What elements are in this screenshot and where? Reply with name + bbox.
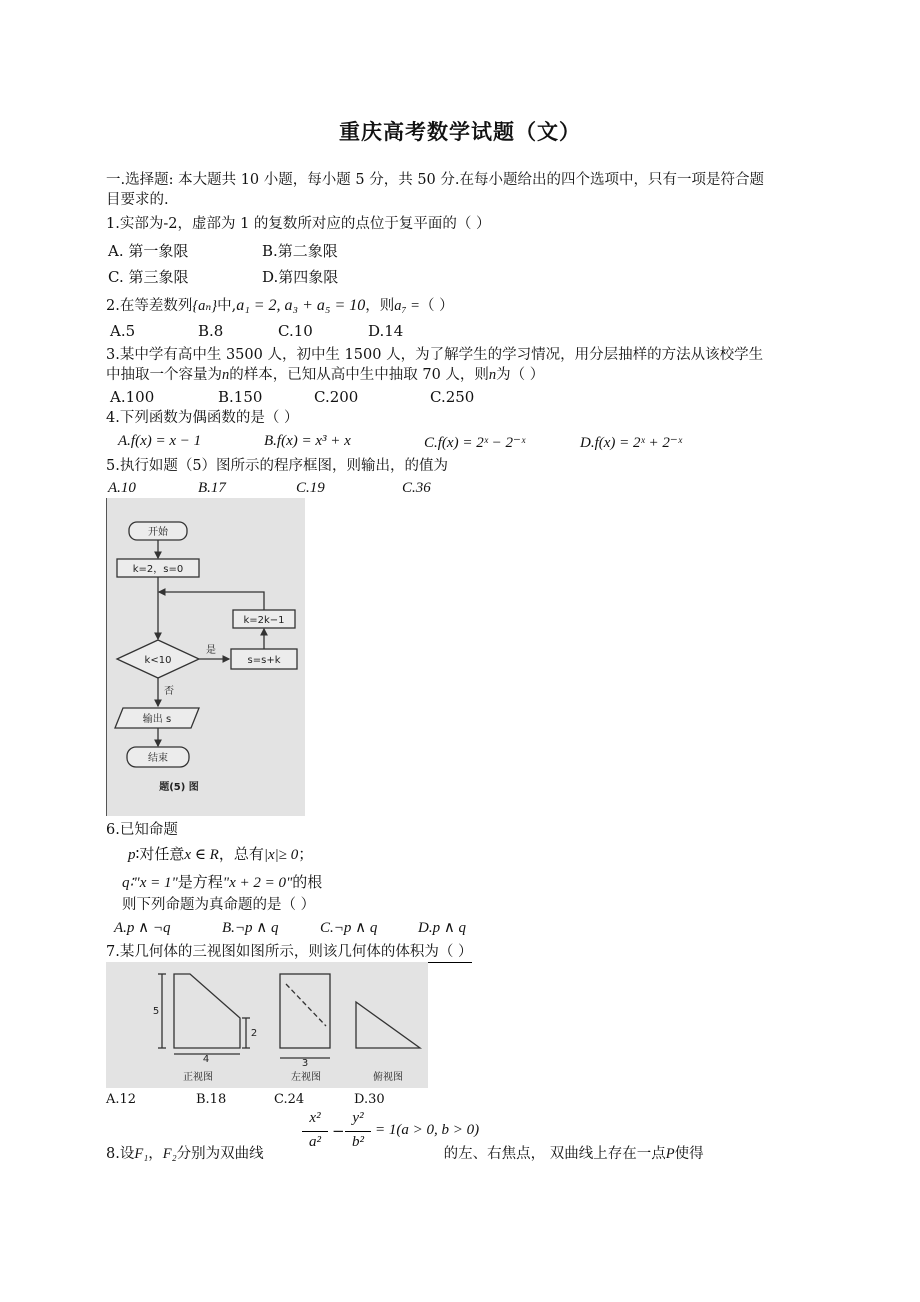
flow-end-label: 结束 [148, 753, 168, 764]
q3-option-a: A.100 [110, 388, 155, 406]
q8-f1: F₁ [134, 1146, 149, 1162]
q6-q-statement: ∶"x = 1" [129, 875, 178, 891]
q4-option-a: A.f(x) = x − 1 [118, 433, 202, 449]
q5-option-b: B.17 [198, 480, 226, 496]
q7-option-c: C.24 [274, 1092, 305, 1107]
q7-dim-bottom: 4 [202, 1054, 210, 1065]
flow-output-label: 输出 s [142, 714, 172, 725]
q7-side-view-label: 左视图 [291, 1072, 321, 1083]
q3-var-n-2: n [488, 367, 497, 383]
q2-text-d: （ ） [419, 298, 454, 314]
q2-ask: a₇ = [394, 298, 420, 314]
q6-option-a: A.p ∧ ¬q [114, 920, 171, 936]
q8-frac-x-den: a² [309, 1134, 321, 1150]
q3-line-2 [106, 365, 544, 385]
page-title: 重庆高考数学试题（文） [339, 119, 581, 144]
q7-three-view-figure [106, 962, 428, 1088]
q3-text-b: 的样本，已知从高中生中抽取 70 人，则 [229, 367, 489, 383]
q6-proposition-q [122, 872, 322, 893]
q5-option-a: A.10 [108, 480, 136, 496]
q1-option-b: B.第二象限 [262, 242, 338, 260]
q3-option-d: C.250 [430, 388, 475, 406]
q8-equation-rhs: = 1(a > 0, b > 0) [375, 1122, 480, 1138]
q3-line-1: 3.某中学有高中生 3500 人，初中生 1500 人，为了解学生的学习情况，用分层抽样的方法从该校学生 [106, 347, 764, 363]
section-intro-line-1: 一.选择题: 本大题共 10 小题，每小题 5 分，共 50 分.在每小题给出的四个选项中，只有一项是符合题 [106, 172, 764, 188]
q2-text-b: 中, [217, 298, 237, 314]
q6-p-text-a: ∶对任意 [135, 845, 185, 863]
q3-option-c: C.200 [314, 388, 359, 406]
q5-option-d: C.36 [402, 480, 431, 496]
flow-update-k-label: k=2k−1 [243, 615, 285, 626]
q6-option-d: D.p ∧ q [418, 920, 467, 936]
q4-option-b: B.f(x) = x³ + x [264, 433, 351, 449]
q4-option-d: D.f(x) = 2ˣ + 2⁻ˣ [580, 435, 683, 451]
q8-minus: − [332, 1122, 345, 1140]
q8-text-c: 的左、右焦点， 双曲线上存在一点 [443, 1146, 666, 1162]
q8-frac-x-num: x² [309, 1110, 321, 1126]
q3-option-b: B.150 [218, 388, 263, 406]
flow-update-s-label: s=s+k [247, 655, 281, 666]
q6-q-text-a: 是方程 [177, 873, 223, 891]
q7-option-d: D.30 [354, 1092, 385, 1107]
q4-option-c: C.f(x) = 2ˣ − 2⁻ˣ [424, 435, 526, 451]
q7-front-view-shape [174, 974, 240, 1048]
q7-option-a: A.12 [106, 1092, 137, 1107]
q8-frac-y-den: b² [352, 1134, 364, 1150]
q6-p-symbol: p [128, 847, 136, 863]
q6-q-symbol: q [122, 875, 130, 891]
q6-q-text-b: 的根 [292, 873, 323, 891]
q8-point-p: P [665, 1146, 675, 1162]
q2-option-a: A.5 [110, 322, 136, 340]
q5-stem: 5.执行如题（5）图所示的程序框图，则输出，的值为 [106, 458, 449, 474]
q6-option-c: C.¬p ∧ q [320, 920, 378, 936]
q8-text-d: 使得 [674, 1146, 704, 1162]
q6-option-b: B.¬p ∧ q [222, 920, 279, 936]
q6-p-inequality: |x|≥ 0 [263, 847, 299, 863]
q2-text-a: 2.在等差数列 [106, 298, 193, 314]
section-intro-line-2: 目要求的. [106, 192, 169, 208]
q8-f2: F₂ [162, 1146, 177, 1162]
q4-stem: 4.下列函数为偶函数的是（ ） [106, 410, 299, 426]
flow-yes-label: 是 [206, 645, 216, 656]
q1-option-c: C. 第三象限 [108, 268, 189, 286]
q2-stem [106, 296, 454, 316]
q7-dim-right: 2 [250, 1028, 258, 1039]
q5-flowchart-figure [106, 498, 305, 816]
q6-proposition-p [128, 844, 313, 865]
q7-option-b: B.18 [196, 1092, 227, 1107]
q2-option-d: D.14 [368, 322, 404, 340]
flow-no-label: 否 [164, 686, 174, 697]
q7-dim-side: 3 [301, 1058, 309, 1069]
q6-p-end: ； [298, 845, 314, 863]
q1-stem: 1.实部为-2，虚部为 1 的复数所对应的点位于复平面的（ ） [106, 216, 491, 232]
q7-top-view-label: 俯视图 [373, 1072, 403, 1083]
flow-start-label: 开始 [148, 527, 168, 538]
q6-p-domain: x ∈ R [184, 847, 219, 863]
q1-option-a: A. 第一象限 [108, 242, 189, 260]
q7-side-view-hidden-edge [286, 984, 326, 1026]
q8-text-a: 8.设 [106, 1146, 135, 1162]
q2-sequence: {aₙ} [192, 298, 218, 314]
q2-condition: a₁ = 2, a₃ + a₅ = 10 [236, 297, 366, 314]
q2-option-c: C.10 [278, 322, 313, 340]
flow-caption: 题(5) 图 [159, 782, 199, 793]
q7-top-view-shape [356, 1002, 420, 1048]
q2-text-c: ，则 [365, 298, 395, 314]
q6-q-equation: "x + 2 = 0" [222, 875, 293, 891]
q7-three-view-svg [106, 962, 428, 1088]
q8-stem [106, 1144, 820, 1164]
flow-condition-label: k<10 [144, 655, 172, 666]
q5-option-c: C.19 [296, 480, 325, 496]
q3-text-a: 中抽取一个容量为 [106, 367, 222, 383]
q2-option-b: B.8 [198, 322, 224, 340]
q7-dim-height: 5 [152, 1006, 160, 1017]
q6-stem: 6.已知命题 [106, 822, 178, 838]
q5-flowchart-svg [107, 498, 305, 816]
q7-front-view-label: 正视图 [183, 1072, 213, 1083]
q8-sep: ， [148, 1146, 163, 1162]
q8-frac-x-bar [302, 1131, 328, 1132]
q3-text-c: 为（ ） [496, 367, 545, 383]
q7-stem: 7.某几何体的三视图如图所示，则该几何体的体积为（ ） [106, 942, 472, 963]
q8-frac-y-num: y² [352, 1110, 364, 1126]
q8-frac-y-bar [345, 1131, 371, 1132]
q1-option-d: D.第四象限 [262, 268, 339, 286]
q8-text-b: 分别为双曲线 [176, 1146, 264, 1162]
q6-p-text-b: ，总有 [218, 845, 264, 863]
q3-var-n: n [222, 367, 230, 383]
q6-ask: 则下列命题为真命题的是（ ） [122, 897, 316, 913]
flow-init-label: k=2，s=0 [132, 564, 184, 575]
